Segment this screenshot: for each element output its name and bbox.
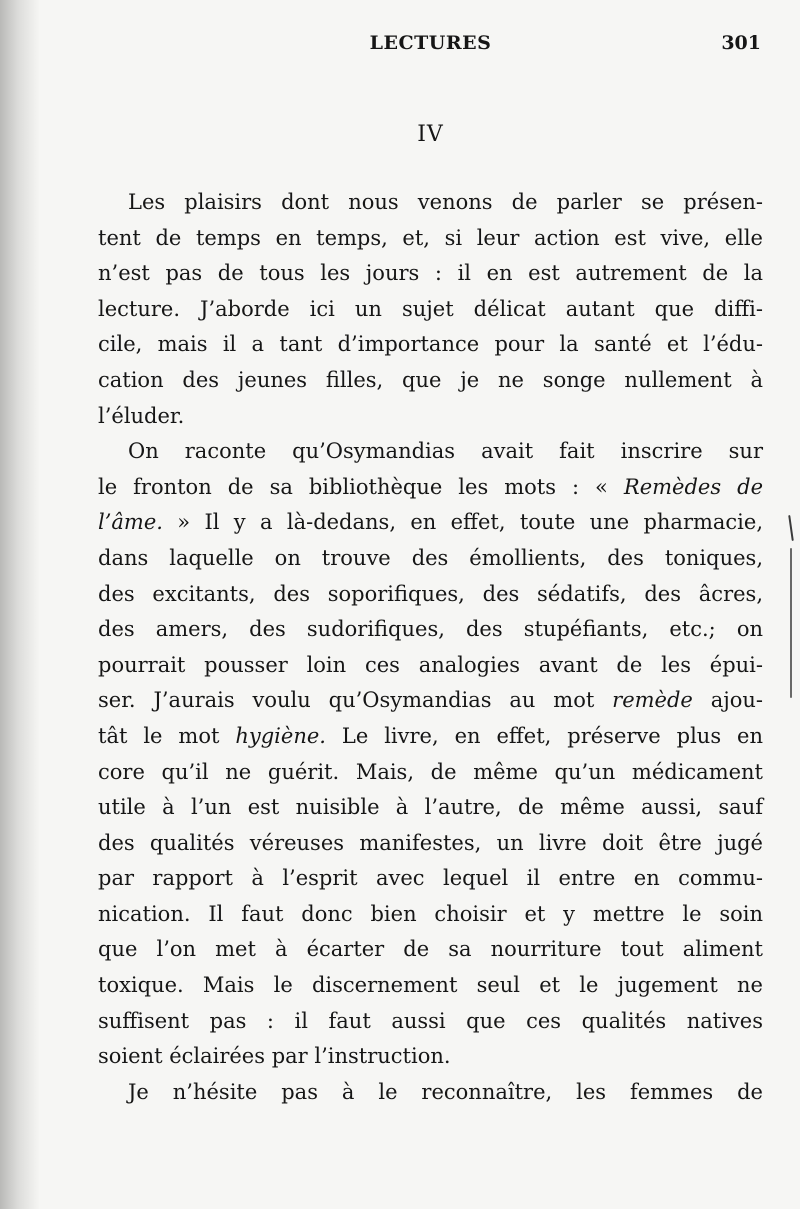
- margin-pencil-mark: [790, 548, 792, 698]
- text-line: [98, 683, 763, 719]
- italic-word: remède: [612, 688, 693, 713]
- binding-shadow: [0, 0, 40, 1209]
- text-line: nication. Il faut donc bien choisir et y mettre le soin: [98, 901, 763, 926]
- text-line: lecture. J’aborde ici un sujet délicat autant que diffi-: [98, 296, 763, 321]
- text-segment: tât le mot: [98, 723, 220, 748]
- text-line: que l’on met à écarter de sa nourriture tout aliment: [98, 937, 763, 962]
- section-number: IV: [417, 122, 444, 147]
- text-line: utile à l’un est nuisible à l’autre, de même aussi, sauf: [98, 795, 763, 820]
- text-line: des amers, des sudorifiques, des stupéfiants, etc.; on: [98, 617, 763, 642]
- text-line: suffisent pas : il faut aussi que ces qualités natives: [98, 1008, 763, 1033]
- text-segment: Le livre, en effet, préserve plus en: [341, 723, 763, 748]
- italic-phrase: l’âme.: [98, 510, 163, 535]
- text-line: cile, mais il a tant d’importance pour la santé et l’édu-: [98, 332, 763, 357]
- text-line: core qu’il ne guérit. Mais, de même qu’un médicament: [98, 759, 763, 784]
- text-line: tent de temps en temps, et, si leur action est vive, elle: [98, 225, 763, 250]
- text-line: toxique. Mais le discernement seul et le jugement ne: [98, 973, 763, 998]
- text-line: des excitants, des soporifiques, des sédatifs, des âcres,: [98, 581, 763, 606]
- text-segment: ajou-: [710, 688, 763, 713]
- margin-pencil-mark: [788, 515, 794, 541]
- text-line: soient éclairées par l’instruction.: [98, 1044, 451, 1069]
- text-segment: » Il y a là-dedans, en effet, toute une pharmacie,: [177, 510, 763, 535]
- text-line: Les plaisirs dont nous venons de parler se présen-: [128, 190, 763, 214]
- text-line: pourrait pousser loin ces analogies avant de les épui-: [98, 652, 763, 677]
- italic-word: hygiène.: [235, 723, 326, 748]
- text-line: l’éluder.: [98, 403, 185, 428]
- text-line: [98, 470, 763, 506]
- text-line: Je n’hésite pas à le reconnaître, les femmes de: [128, 1079, 763, 1104]
- text-line: [98, 505, 763, 541]
- text-segment: ser. J’aurais voulu qu’Osymandias au mot: [98, 688, 595, 713]
- text-line: [98, 719, 763, 755]
- text-line: On raconte qu’Osymandias avait fait inscrire sur: [128, 439, 763, 464]
- text-line: n’est pas de tous les jours : il en est autrement de la: [98, 261, 763, 286]
- text-line: cation des jeunes filles, que je ne songe nullement à: [98, 367, 763, 392]
- body-text: [98, 185, 763, 1110]
- page-header: [98, 30, 763, 60]
- page-number: 301: [721, 32, 761, 54]
- text-line: des qualités véreuses manifestes, un livre doit être jugé: [98, 830, 763, 855]
- text-line: par rapport à l’esprit avec lequel il entre en commu-: [98, 866, 763, 891]
- running-title: LECTURES: [369, 32, 492, 54]
- italic-phrase: Remèdes de: [623, 474, 763, 499]
- text-line: dans laquelle on trouve des émollients, des toniques,: [98, 545, 763, 570]
- text-segment: le fronton de sa bibliothèque les mots : «: [98, 474, 608, 499]
